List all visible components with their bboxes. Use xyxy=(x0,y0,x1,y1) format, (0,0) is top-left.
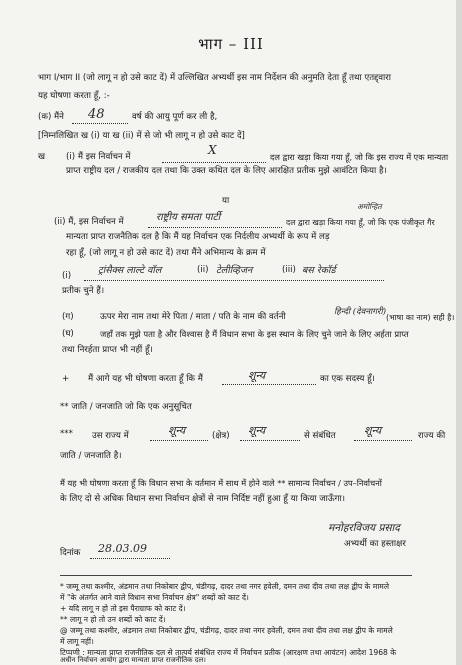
item-kh-ii-text-a: (ii) मैं, इस निर्वाचन में xyxy=(54,217,124,227)
item-kh-i-dots xyxy=(162,162,266,163)
item-kh-ii-line-2: मान्यता प्राप्त राजनैतिक दल है कि मैं यह निर्वाचन एक निर्दलीय अभ्यर्थी के रूप में लड़ xyxy=(66,232,330,242)
declaration-line-2: के लिए दो से अधिक विधान सभा निर्वाचन क्षेत्रों से नाम निर्दिष्ट नहीं हुआ हूँ या किया जाऊँगा। xyxy=(60,494,345,504)
item-kh-ii-party: राष्ट्रीय समता पार्टी xyxy=(156,212,221,223)
age-dots xyxy=(72,123,128,124)
item-plus-value: शून्य xyxy=(248,369,266,382)
symbol-value-1: ट्रांसैक्स लाल्टे वॉल xyxy=(98,265,162,276)
item-gh-label: (घ) xyxy=(62,329,74,339)
symbol-label-3: (iii) xyxy=(282,265,296,275)
caste-dots-1 xyxy=(150,440,208,441)
item-kh-ii-line-3: रहा हूँ, (जो लागू न हो उसे काट दें) तथा मैंने अभिमान्य के क्रम में xyxy=(66,248,266,258)
instruction-strike: [निम्नलिखित ख (i) या ख (ii) में से जो भी लागू न हो उसे काट दें] xyxy=(38,131,245,141)
caste-value-2: शून्य xyxy=(248,424,266,437)
date-value: 28.03.09 xyxy=(98,542,147,555)
caste-value-1: शून्य xyxy=(168,424,186,437)
item-kh-i-text-b: दल द्वारा खड़ा किया गया हूँ, जो कि इस राज्य में एक मान्यता xyxy=(270,152,449,162)
footnote-2: में "के अंतर्गत आने वाले विधान सभा निर्वाचन क्षेत्र" शब्दों को काट दें। xyxy=(60,593,249,602)
symbol-label-1: (i) xyxy=(62,271,72,281)
footnote-divider xyxy=(60,575,412,576)
or-label: या xyxy=(222,196,230,206)
symbol-value-3: बस रेकॉर्ड xyxy=(302,265,336,276)
caste-stars: *** xyxy=(60,429,73,439)
footnote-4: ** लागू न हो तो उन शब्दों को काट दें। xyxy=(60,615,166,624)
date-label: दिनांक xyxy=(60,548,81,558)
page-title: भाग – III xyxy=(198,35,264,53)
item-kh-label: ख xyxy=(38,152,46,162)
footnote-5: @ जम्मू तथा कश्मीर, अंडमान तथा निकोबार द्वीप, चंडीगढ़, दादर तथा नगर हवेली, दमन तथा दीव तथा लक्ष द्वीप के मामले xyxy=(60,626,393,635)
age-value: 48 xyxy=(88,107,105,122)
item-plus-text-a: मैं आगे यह भी घोषणा करता हूँ कि मैं xyxy=(88,374,203,384)
item-kh-ii-annotation: अमोन्हित xyxy=(357,202,382,211)
signature-handwritten: मनोहरविजय प्रसाद xyxy=(328,522,400,534)
signature-label: अभ्यर्थी का हस्ताक्षर xyxy=(344,539,406,549)
item-g-language: हिन्दी (देवनागरी) xyxy=(334,307,387,317)
date-dots xyxy=(90,558,170,559)
item-kh-i-line-2: प्राप्त राष्ट्रीय दल / राजकीय दल तथा कि उक्त कथित दल के लिए आरक्षित प्रतीक मुझे आवंटित किया है। xyxy=(66,166,387,176)
item-plus-text-b: का एक सदस्य हूँ। xyxy=(320,374,375,384)
item-g-text-b: (भाषा का नाम) सही है। xyxy=(386,313,455,322)
item-gh-line-2: तथा निरर्हता प्राप्त भी नहीं हूँ। xyxy=(62,345,153,355)
caste-dots-2 xyxy=(240,440,300,441)
caste-text-a: उस राज्य में xyxy=(92,431,129,441)
footnote-1: * जम्मू तथा कश्मीर, अंडमान तथा निकोबार द्वीप, चंडीगढ़, दादर तथा नगर हवेली, दमन तथा दीव तथा लक्ष द्वीप के मामले xyxy=(60,582,389,591)
age-suffix: वर्ष की आयु पूर्ण कर ली है, xyxy=(132,112,218,122)
symbol-dots xyxy=(84,280,384,281)
item-kh-ii-text-b: दल द्वारा खड़ा किया गया हूँ, जो कि एक पंजीकृत गैर xyxy=(286,218,435,227)
caste-text-c: से संबंधित xyxy=(304,431,336,441)
item-kh-i-text-a: (i) मैं इस निर्वाचन में xyxy=(66,152,131,162)
item-gh-line-1: जहाँ तक मुझे पता है और विश्वास है मैं विधान सभा के इस स्थान के लिए चुने जाने के लिए अर्हता प्राप्त xyxy=(100,329,409,339)
caste-heading: ** जाति / जनजाति जो कि एक अनुसूचित xyxy=(60,402,192,412)
symbol-value-2: टेलीव्हिजन xyxy=(216,265,253,276)
intro-line-2: यह घोषणा करता हूँ, :- xyxy=(38,91,110,101)
item-plus-dots xyxy=(222,384,316,385)
scan-edge xyxy=(456,0,462,665)
age-prefix: (क) मैंने xyxy=(38,112,64,122)
item-kh-ii-dots xyxy=(148,227,282,228)
caste-line-2: जाति / जनजाति है। xyxy=(60,451,122,461)
symbol-label-2: (ii) xyxy=(197,265,209,275)
item-plus-label: + xyxy=(62,374,70,384)
symbol-line-4: प्रतीक चुने हैं। xyxy=(62,286,105,296)
intro-line-1: भाग I/भाग II (जो लागू न हो उसे काट दें) में उल्लिखित अभ्यर्थी इस नाम निर्देशन की अनुमति देता हूँ तथा एतद्द्वारा xyxy=(38,73,392,83)
declaration-line-1: मैं यह भी घोषणा करता हूँ कि विधान सभा के वर्तमान में साथ में होने वाले ** सामान्य निर्वाचन / उप–निर्वाचनों xyxy=(60,478,382,488)
footnote-3: + यदि लागू न हो तो इस पैराग्राफ को काट दें। xyxy=(60,604,186,613)
item-kh-i-mark: X xyxy=(208,143,217,157)
item-g-text-a: ऊपर मेरा नाम तथा मेरे पिता / माता / पति के नाम की वर्तनी xyxy=(100,312,286,322)
footnote-6: में लागू नहीं। xyxy=(60,637,94,646)
caste-text-d: राज्य की xyxy=(418,431,446,441)
footnote-7: टिप्पणी : मान्यता प्राप्त राजनीतिक दल से तात्पर्य संबंधित राज्य में निर्वाचन प्रतीक (आरक्षण तथा आवंटन) आदेश 1968 के xyxy=(60,648,397,657)
caste-value-3: शून्य xyxy=(364,424,382,437)
item-g-label: (ग) xyxy=(62,312,74,322)
footnote-8: अधीन निर्वाचन आयोग द्वारा मान्यता प्राप्त राजनीतिक दल। xyxy=(60,656,206,664)
caste-dots-3 xyxy=(354,440,412,441)
caste-text-b: (क्षेत्र) xyxy=(212,431,230,441)
